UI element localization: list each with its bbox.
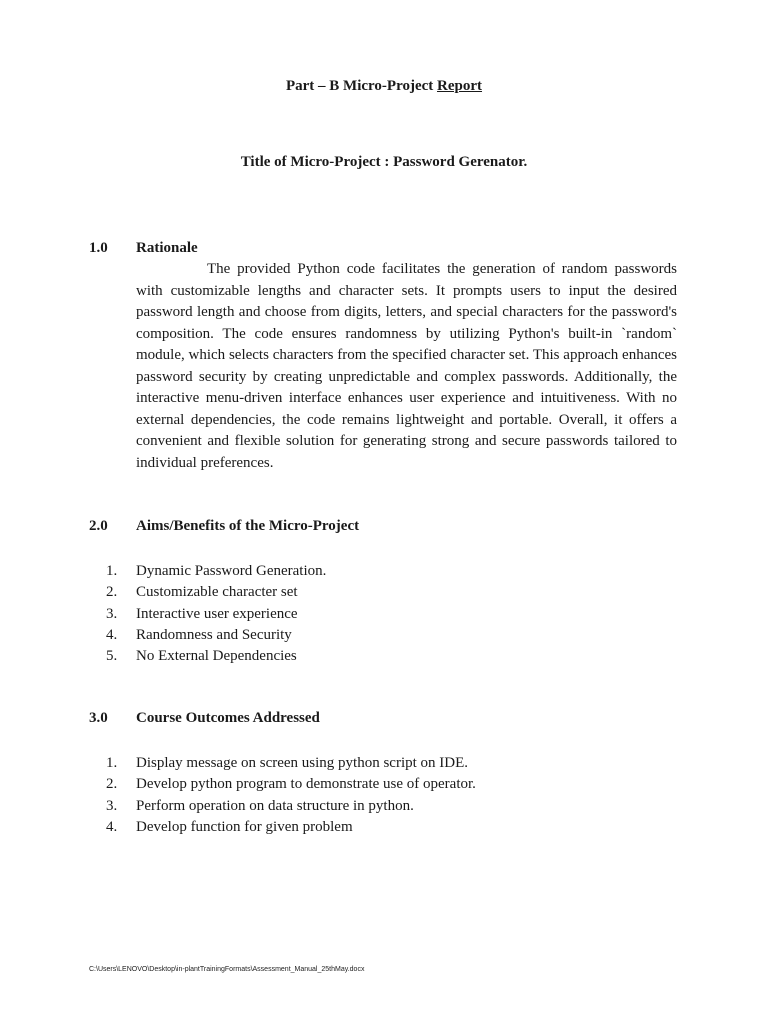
section-title: Rationale [136, 240, 198, 256]
list-item: 1. Display message on screen using python script on IDE. [106, 755, 469, 771]
section-number: 1.0 [89, 240, 108, 256]
list-item: 2. Develop python program to demonstrate use of operator. [106, 776, 476, 793]
report-title [0, 78, 768, 95]
section-title: Course Outcomes Addressed [136, 710, 320, 726]
report-title-underlined: Report [437, 78, 483, 94]
list-item: 4. Randomness and Security [106, 626, 292, 643]
list-item: 3. Perform operation on data structure in python. [106, 797, 414, 814]
section-number: 2.0 [89, 518, 108, 534]
report-title-prefix: Part – B Micro-Project [285, 78, 438, 94]
aims-list [106, 561, 326, 667]
footer-file-path: C:\Users\LENOVO\Desktop\in-plantTrainingFormats\Assessment_Manual_25thMay.docx [89, 966, 365, 973]
section-title: Aims/Benefits of the Micro-Project [136, 518, 360, 534]
list-item: 1. Dynamic Password Generation. [106, 563, 327, 579]
project-title: Title of Micro-Project : Password Gerenator. [240, 154, 528, 170]
list-item: 5. No External Dependencies [106, 648, 297, 665]
section-outcomes-heading [89, 710, 320, 727]
section-aims-heading [89, 518, 359, 535]
section-rationale-heading [89, 240, 198, 257]
list-item: 2. Customizable character set [106, 584, 298, 601]
list-item: 4. Develop function for given problem [106, 818, 353, 835]
outcomes-list [106, 753, 476, 838]
section-number: 3.0 [89, 710, 108, 726]
list-item: 3. Interactive user experience [106, 605, 298, 622]
rationale-paragraph: The provided Python code facilitates the generation of random passwords with customizable lengths and character sets. It prompts users to input the desired password length and choose from digits, letters, and special characters for the password's composition. The code ensures randomness by utilizing Python's built-in `random` module, which selects characters from the specified character set. This approach enhances password security by creating unpredictable and complex passwords. Additionally, the interactive menu-driven interface enhances user experience and intuitiveness. With no external dependencies, the code remains lightweight and portable. Overall, it offers a convenient and flexible solution for generating strong and secure passwords tailored to individual preferences. [136, 261, 677, 471]
